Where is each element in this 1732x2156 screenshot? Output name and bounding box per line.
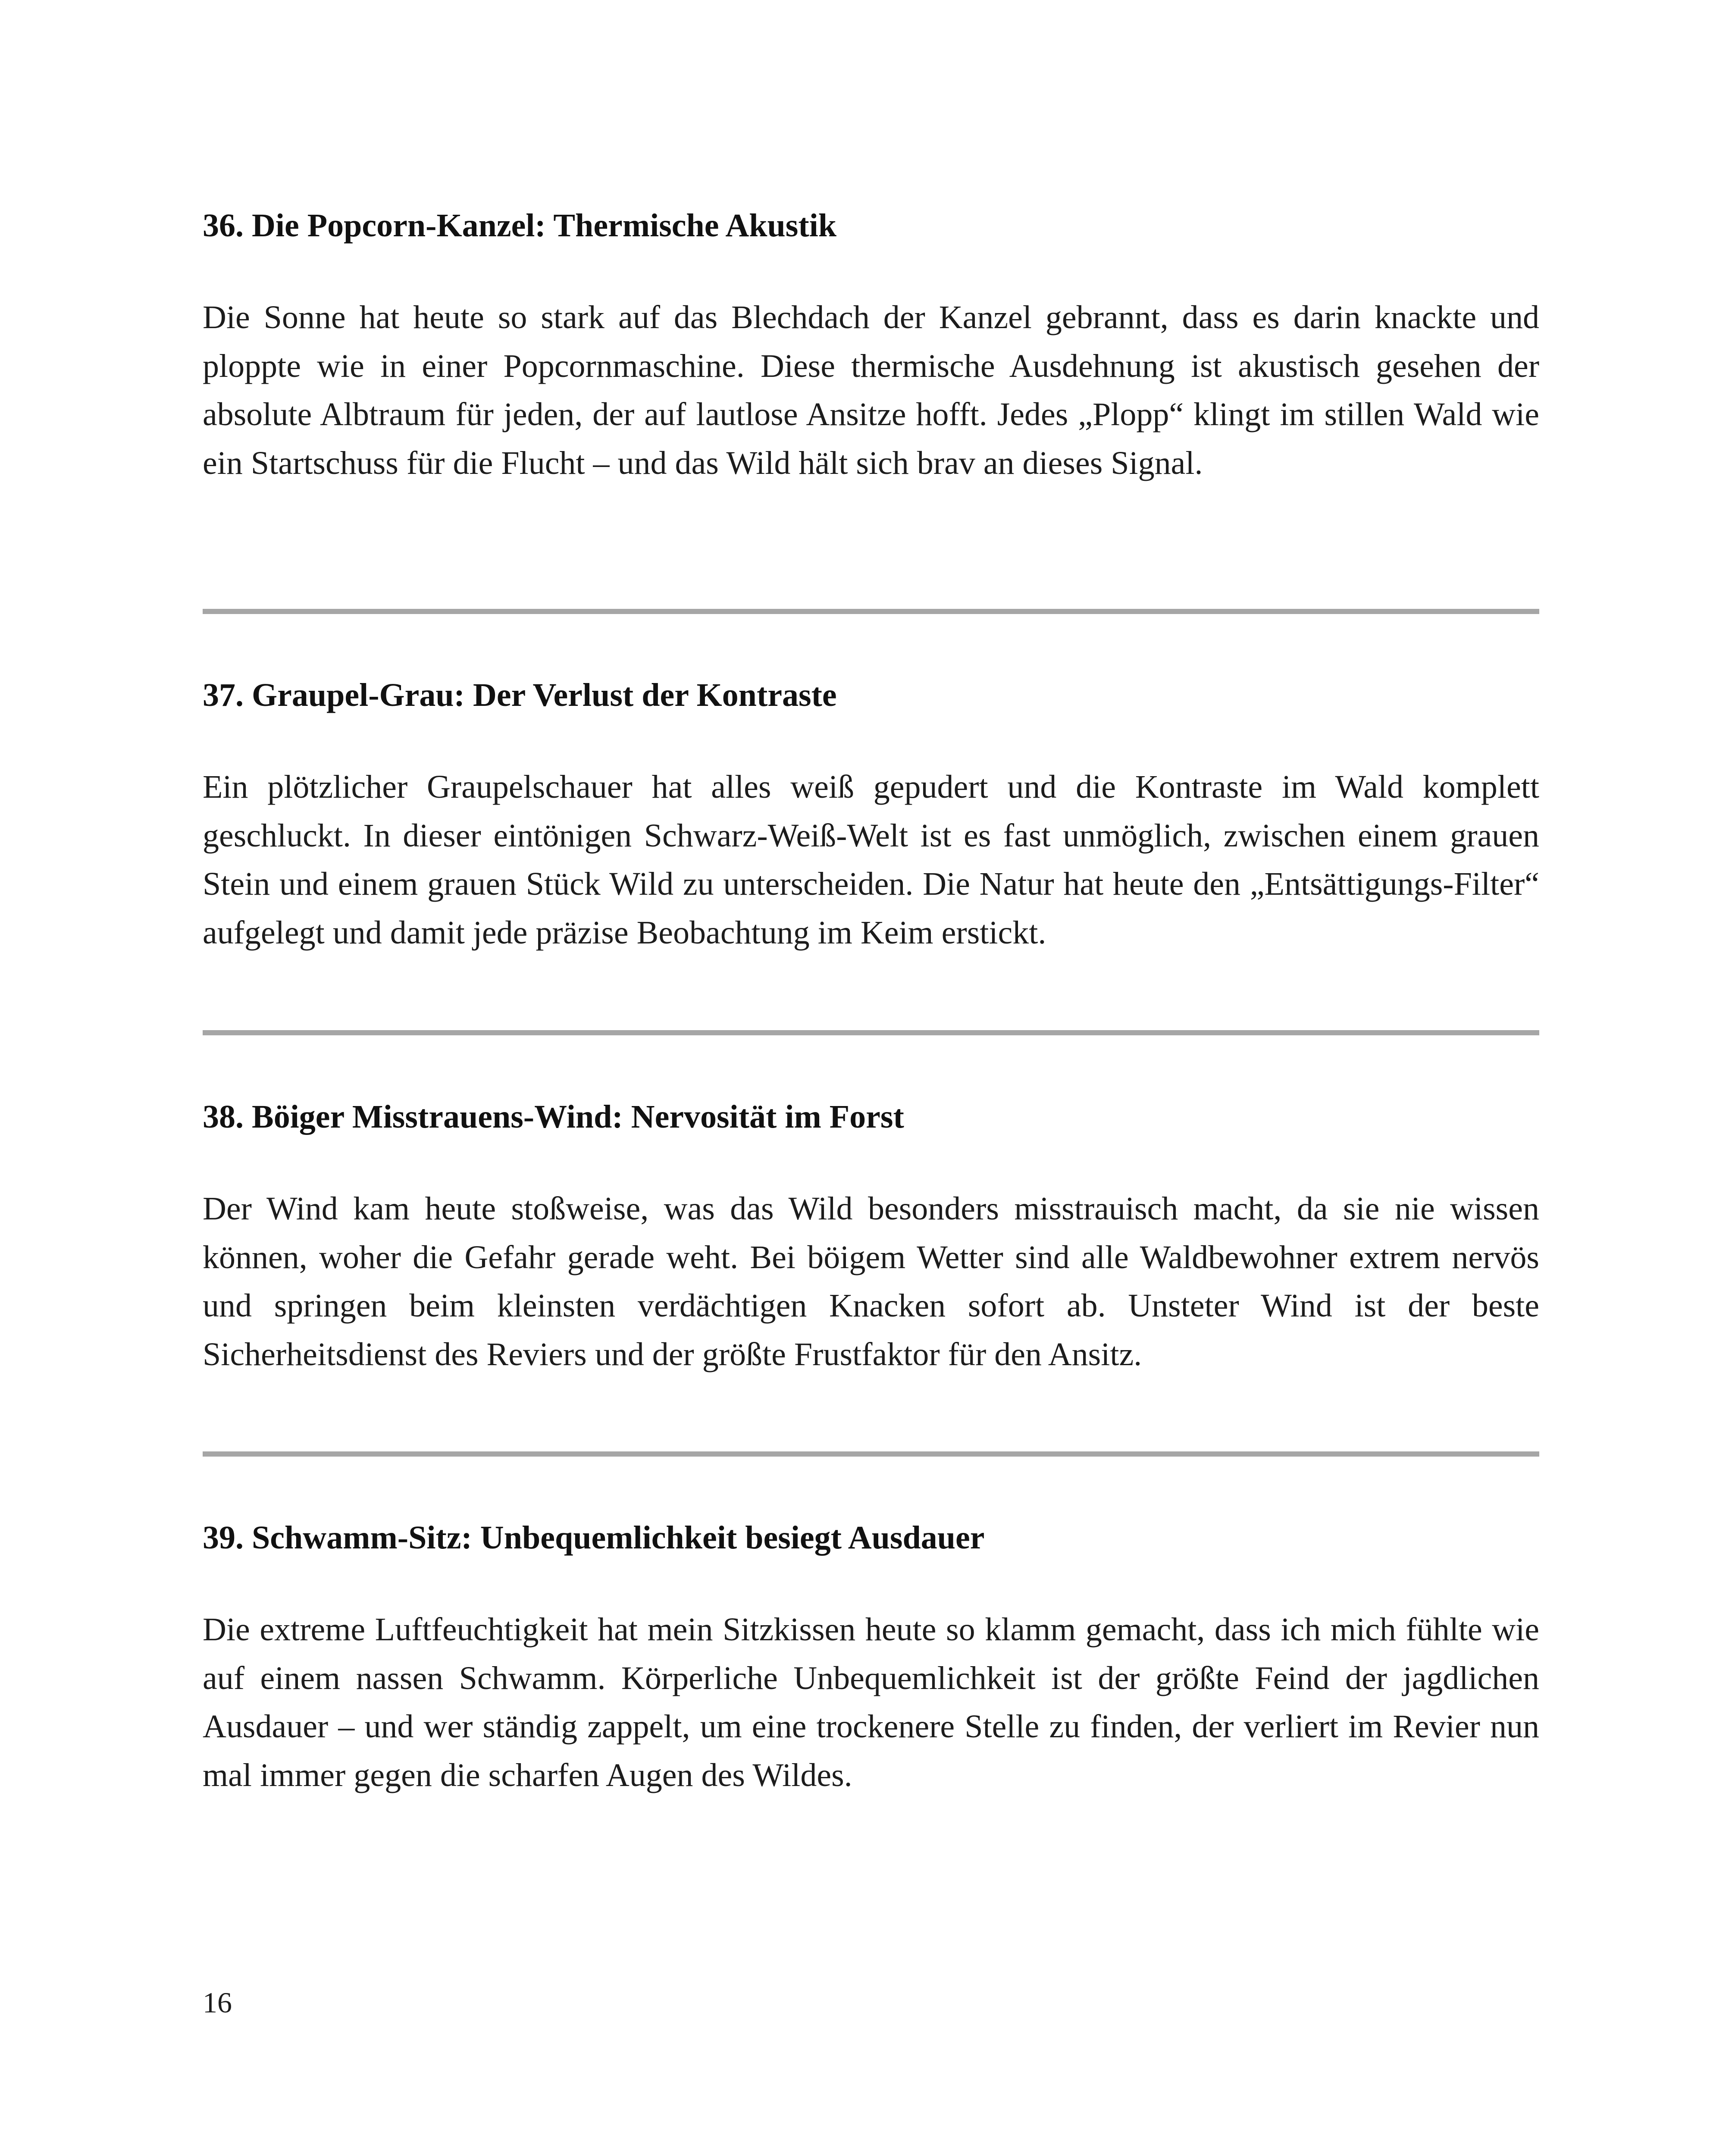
section-body: Die Sonne hat heute so stark auf das Blechdach der Kanzel gebrannt, dass es darin knackte und ploppte wie in einer Popcornmaschine. Diese thermische Ausdehnung ist akustisch gesehen der absolute Albtraum für jeden, der auf lautlose Ansitze hofft. Jedes „Plopp“ klingt im stillen Wald wie ein Startschuss für die Flucht – und das Wild hält sich brav an dieses Signal.	[203, 299, 1539, 481]
section-37	[203, 676, 1539, 957]
page-number: 16	[203, 1986, 232, 2019]
section-divider	[203, 609, 1539, 614]
section-heading: 38. Böiger Misstrauens-Wind: Nervosität im Forst	[203, 1099, 904, 1135]
section-36	[203, 206, 1539, 487]
section-38	[203, 1097, 1539, 1379]
section-divider	[203, 1451, 1539, 1457]
section-39	[203, 1518, 1539, 1799]
section-body: Der Wind kam heute stoßweise, was das Wild besonders misstrauisch macht, da sie nie wissen können, woher die Gefahr gerade weht. Bei böigem Wetter sind alle Waldbewohner extrem nervös und springen beim kleinsten verdächtigen Knacken sofort ab. Unsteter Wind ist der beste Sicherheitsdienst des Reviers und der größte Frustfaktor für den Ansitz.	[203, 1191, 1539, 1373]
section-body: Ein plötzlicher Graupelschauer hat alles weiß gepudert und die Kontraste im Wald komplett geschluckt. In dieser eintönigen Schwarz-Weiß-Welt ist es fast unmöglich, zwischen einem grauen Stein und einem grauen Stück Wild zu unterscheiden. Die Natur hat heute den „Entsättigungs-Filter“ aufgelegt und damit jede präzise Beobachtung im Keim erstickt.	[203, 769, 1539, 951]
section-heading: 37. Graupel-Grau: Der Verlust der Kontraste	[203, 677, 837, 713]
section-divider	[203, 1030, 1539, 1035]
section-heading: 39. Schwamm-Sitz: Unbequemlichkeit besiegt Ausdauer	[203, 1520, 985, 1556]
section-body: Die extreme Luftfeuchtigkeit hat mein Sitzkissen heute so klamm gemacht, dass ich mich fühlte wie auf einem nassen Schwamm. Körperliche Unbequemlichkeit ist der größte Feind der jagdlichen Ausdauer – und wer ständig zappelt, um eine trockenere Stelle zu finden, der verliert im Revier nun mal immer gegen die scharfen Augen des Wildes.	[203, 1611, 1539, 1793]
section-heading: 36. Die Popcorn-Kanzel: Thermische Akustik	[203, 207, 837, 244]
